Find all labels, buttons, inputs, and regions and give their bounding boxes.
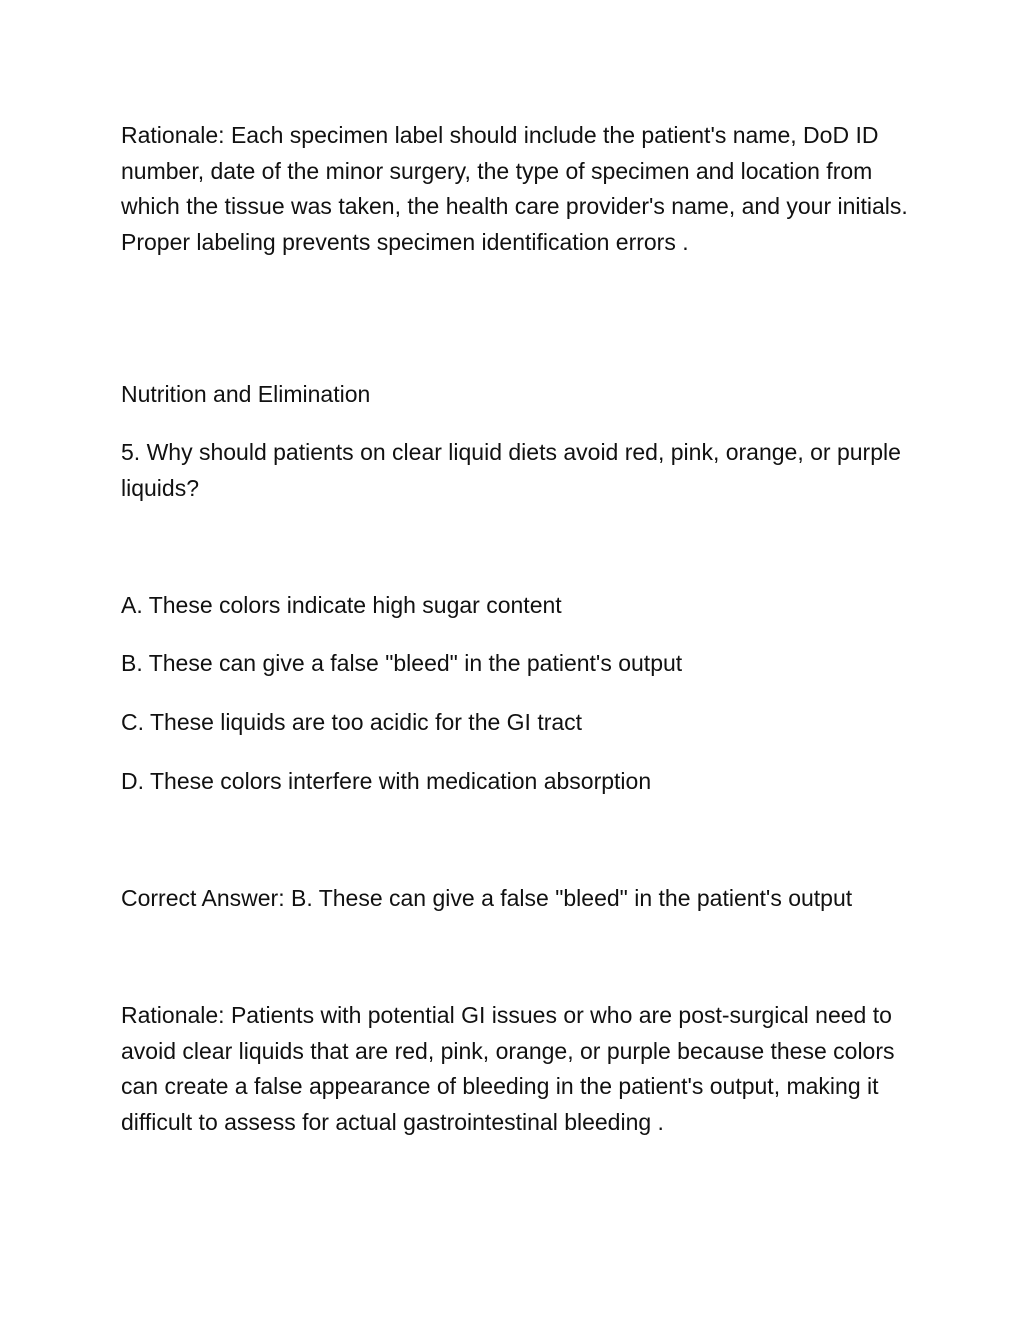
answer-option-d: D. These colors interfere with medication absorption (121, 768, 652, 794)
rationale-paragraph: Rationale: Patients with potential GI issues or who are post-surgical need to avoid clear liquids that are red, pink, orange, or purple because these colors can create a false appearance of bleeding in the patient's output, making it difficult to assess for actual gastrointestinal bleeding . (121, 1002, 895, 1135)
answer-option-b: B. These can give a false "bleed" in the patient's output (121, 650, 683, 676)
answer-option-a: A. These colors indicate high sugar content (121, 592, 562, 618)
question-text: 5. Why should patients on clear liquid diets avoid red, pink, orange, or purple liquids? (121, 439, 901, 501)
correct-answer: Correct Answer: B. These can give a false "bleed" in the patient's output (121, 885, 853, 911)
answer-option-c: C. These liquids are too acidic for the GI tract (121, 709, 583, 735)
section-heading: Nutrition and Elimination (121, 381, 371, 407)
rationale-paragraph: Rationale: Each specimen label should include the patient's name, DoD ID number, date of the minor surgery, the type of specimen and location from which the tissue was taken, the health care provider's name, and your initials. Proper labeling prevents specimen identification errors . (121, 122, 908, 255)
